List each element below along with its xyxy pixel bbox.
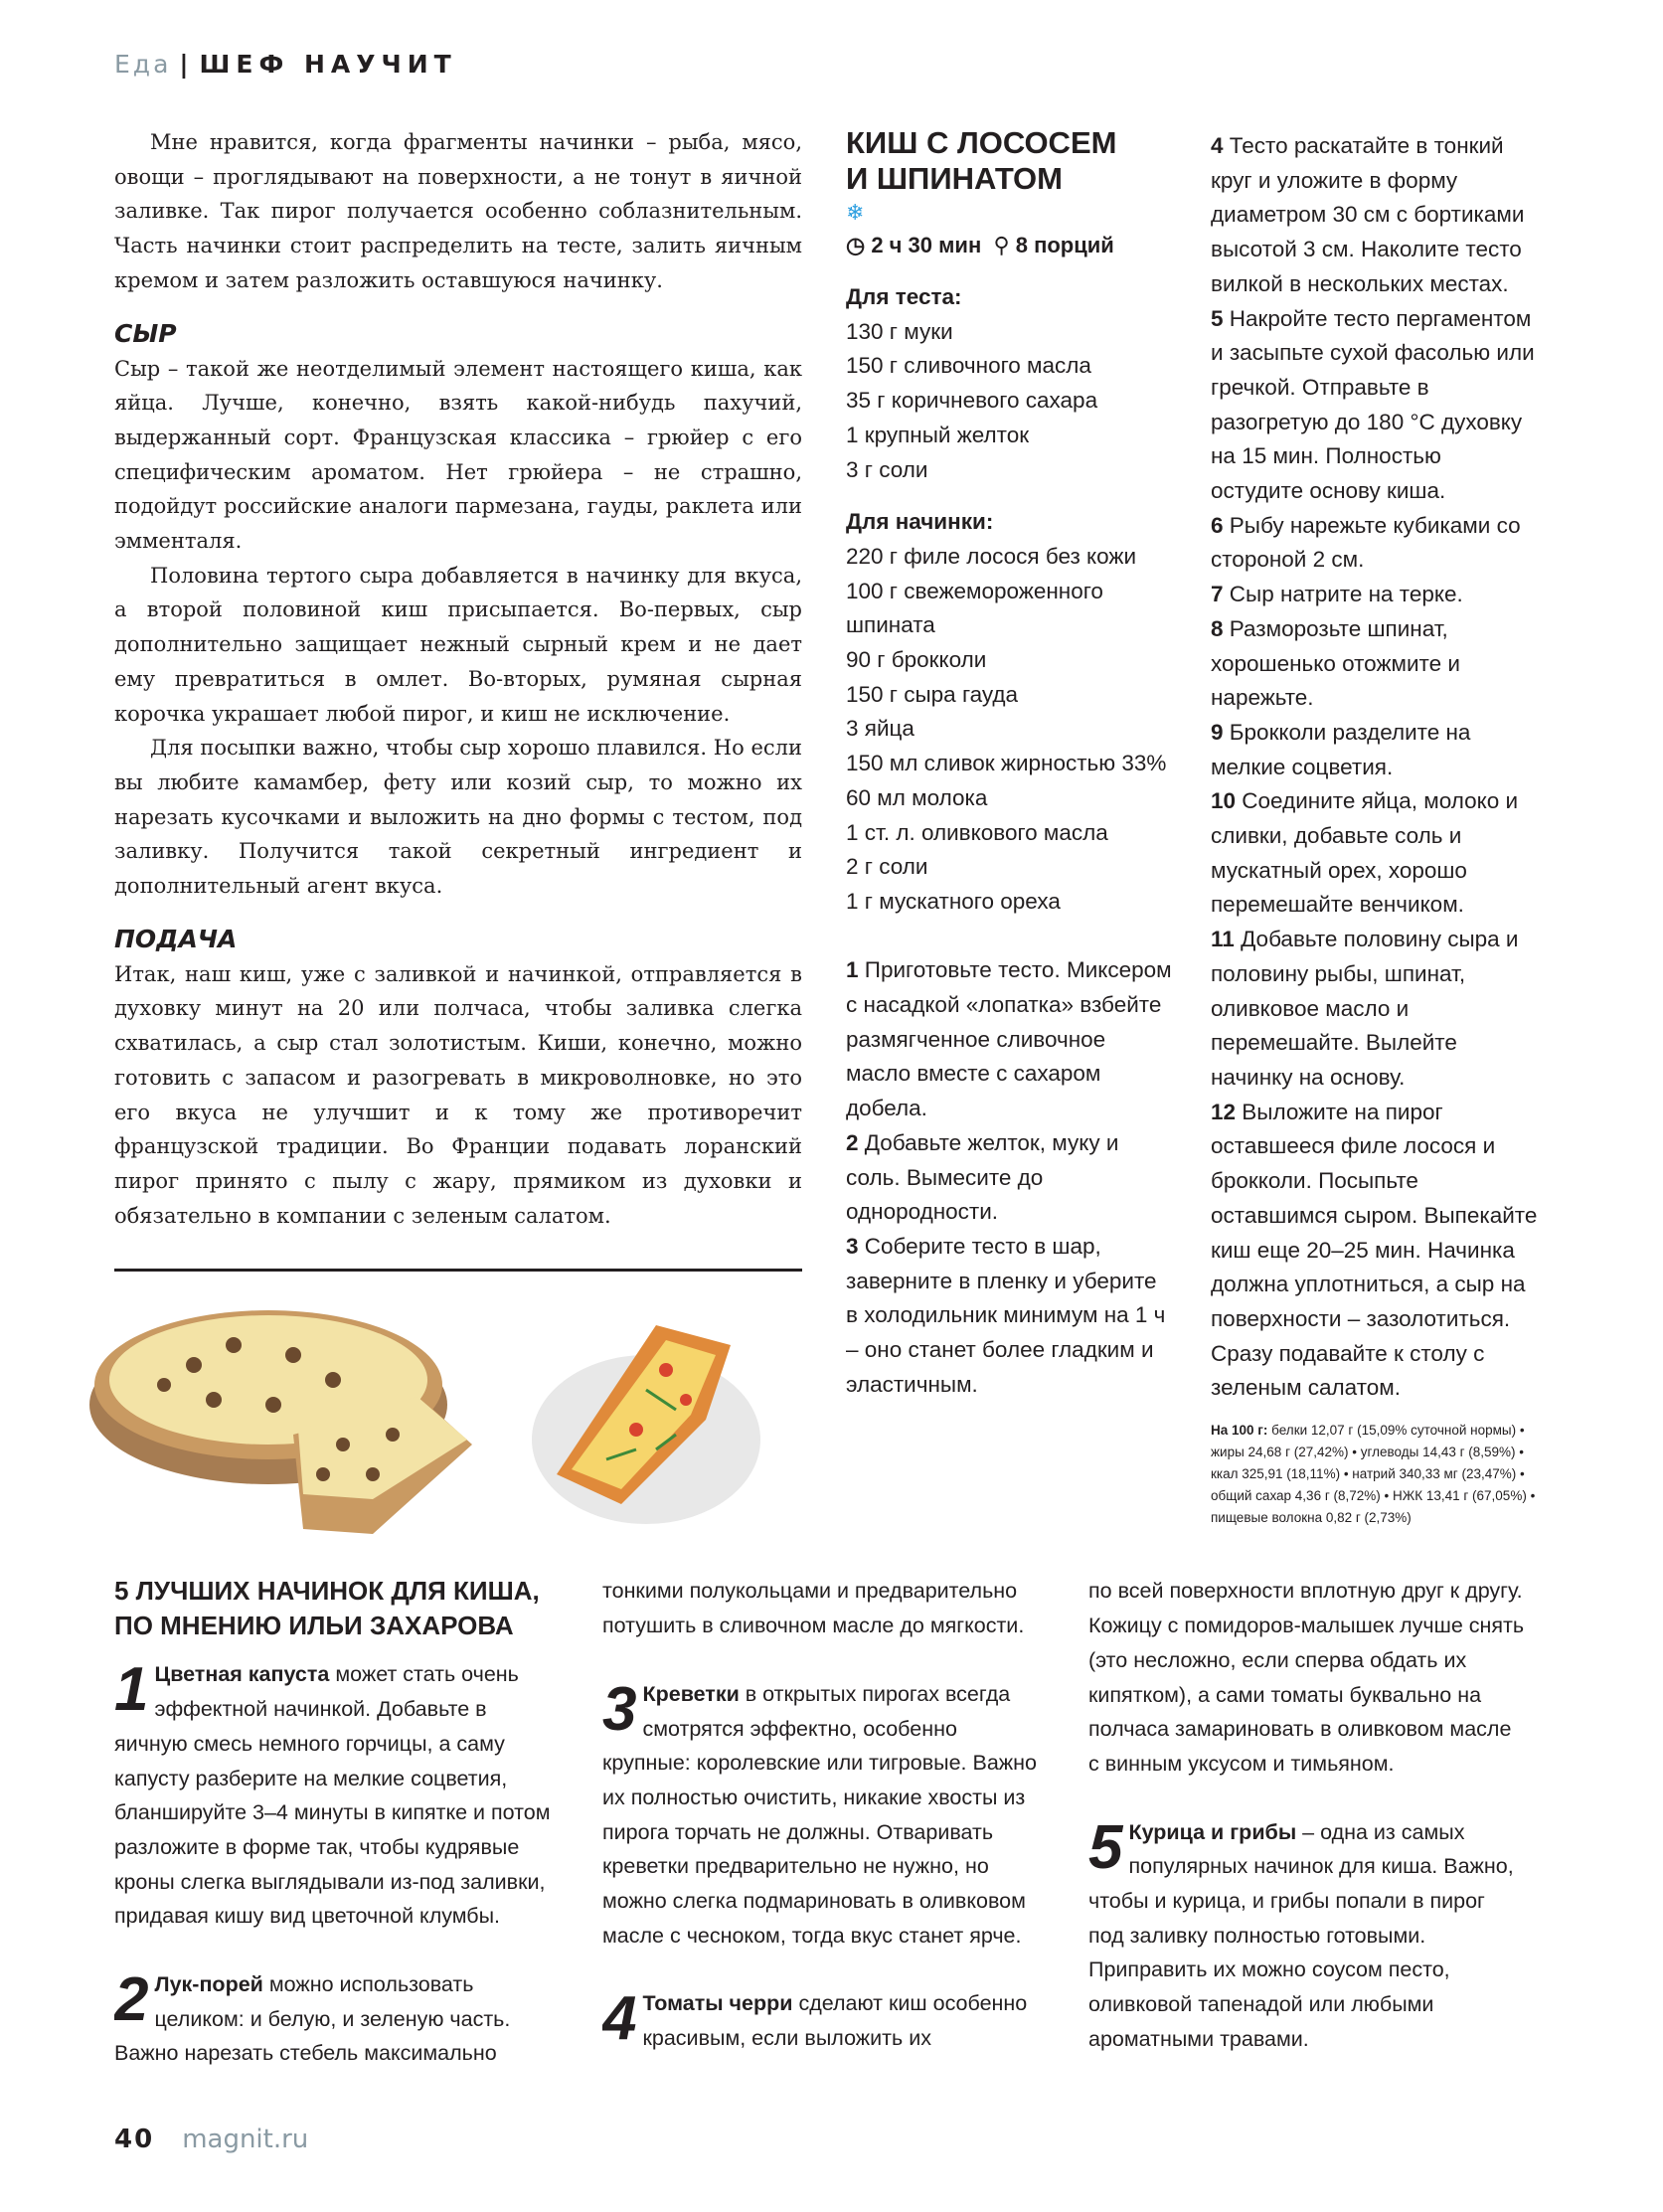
- dough-label: Для теста:: [846, 284, 962, 309]
- quiche-illustration: [75, 1285, 492, 1544]
- ingredient: 3 яйца: [846, 716, 915, 742]
- tip-continued: тонкими полукольцами и предварительно потушить в сливочном масле до мягкости.: [602, 1579, 1025, 1638]
- recipe-meta: [846, 229, 1174, 262]
- nutrition-values: белки 12,07 г (15,09% суточной нормы) • жиры 24,68 г (27,42%) • углеводы 14,43 г (8,59%) • ккал 325,91 (18,11%) • натрий 340,33 мг (23,47%) • общий сахар 4,36 г (8,72%) • НЖК 13,41 г (67,05%) • пищевые волокна 0,82 г (2,73%): [1211, 1423, 1536, 1526]
- ingredient: 1 крупный желток: [846, 422, 1030, 447]
- clock-icon: ◷: [846, 233, 866, 257]
- rubric-label: ШЕФ НАУЧИТ: [199, 50, 457, 79]
- person-icon: ⚲: [993, 233, 1010, 257]
- ingredient: 150 г сыра гауда: [846, 681, 1019, 707]
- site-link[interactable]: magnit.ru: [182, 2125, 309, 2155]
- tip-number: 3: [602, 1676, 637, 1744]
- cook-time: 2 ч 30 мин: [871, 233, 982, 257]
- tip-continued: по всей поверхности вплотную друг к другу. Кожицу с помидоров-малышек лучше снять (это несложно, если сперва обдать их кипятком), а сами томаты буквально на полчаса замариновать в оливковом масле с винным уксусом и тимьяном.: [1088, 1579, 1525, 1776]
- tip-number: 1: [114, 1657, 149, 1725]
- separator: |: [179, 50, 192, 79]
- best-column-1: [114, 1574, 562, 2105]
- filling-tip: [114, 1657, 562, 1934]
- ingredient: 1 ст. л. оливкового масла: [846, 819, 1108, 845]
- page-number: 40: [114, 2125, 155, 2155]
- paragraph: Мне нравится, когда фрагменты начинки – рыба, мясо, овощи – проглядывают на поверхности, а не тонут в яичной заливке. Так пирог получается особенно соблазнительным. Часть начинки стоит распределить на тесте, залить яичным кремом и затем разложить оставшуюся начинку.: [114, 130, 802, 292]
- tip-number: 5: [1088, 1814, 1123, 1882]
- title-line: КИШ С ЛОСОСЕМ: [846, 125, 1117, 160]
- dough-ingredients: [846, 315, 1174, 488]
- best-fillings-title: [114, 1574, 562, 1643]
- step-text: Соберите тесто в шар, заверните в пленку и уберите в холодильник минимум на 1 ч – оно станет более гладким и эластичным.: [846, 1233, 1166, 1397]
- step-text: Накройте тесто пергаментом и засыпьте сухой фасолью или гречкой. Отправьте в разогретую до 180 °C духовку на 15 мин. Полностью остудите основу киша.: [1211, 305, 1535, 504]
- paragraph: Сыр – такой же неотделимый элемент настоящего киша, как яйца. Лучше, конечно, взять какой-нибудь пахучий, выдержанный сорт. Французская классика – грюйер с его специфическим ароматом. Нет грюйера – не страшно, подойдут российские аналоги пармезана, гауды, раклета или эмменталя.: [114, 356, 802, 554]
- ingredient: 90 г брокколи: [846, 647, 987, 673]
- article-area: [114, 125, 802, 1554]
- ingredient: 130 г муки: [846, 318, 953, 344]
- step-number: 12: [1211, 1099, 1237, 1124]
- title-line: И ШПИНАТОМ: [846, 161, 1063, 196]
- tip-heading: Лук-порей: [154, 1972, 263, 1997]
- recipe-column: [846, 125, 1174, 1402]
- step-text: Соедините яйца, молоко и сливки, добавьте соль и мускатный орех, хорошо перемешайте венчиком.: [1211, 788, 1519, 918]
- recipe-step: [1211, 1096, 1539, 1406]
- tip-text: в открытых пирогах всегда смотрятся эффектно, особенно крупные: королевские или тигровые. Важно их полностью очистить, никакие хвосты из пирога торчать не должны. Отваривать креветки предварительно не нужно, но можно слегка подмариновать в оливковом масле с чесноком, тогда вкус станет ярче.: [602, 1681, 1038, 1948]
- tip-number: 4: [602, 1986, 637, 2054]
- recipe-step: [1211, 716, 1539, 784]
- best-column-3: [1088, 1574, 1526, 2090]
- step-text: Сыр натрите на терке.: [1229, 582, 1463, 607]
- step-number: 6: [1211, 512, 1224, 538]
- step-number: 3: [846, 1233, 859, 1259]
- page-header: [114, 50, 1663, 125]
- ingredient: 150 г сливочного масла: [846, 353, 1091, 379]
- servings: 8 порций: [1015, 233, 1114, 257]
- tip-heading: Томаты черри: [642, 1991, 793, 2016]
- heading-serving: ПОДАЧА: [114, 924, 238, 953]
- tip-text: – одна из самых популярных начинок для киша. Важно, чтобы и курица, и грибы попали в пирог под заливку полностью готовыми. Приправить их можно соусом песто, оливковой тапенадой или любыми ароматными травами.: [1088, 1819, 1514, 2051]
- recipe-step: [1211, 302, 1539, 509]
- ingredient: 60 мл молока: [846, 784, 988, 810]
- steps: [1211, 129, 1539, 1406]
- filling-tip: [602, 1986, 1050, 2055]
- steps: [846, 953, 1174, 1402]
- tip-text: можно использовать целиком: и белую, и зеленую часть. Важно нарезать стебель максимально: [114, 1972, 511, 2066]
- nutrition-info: [1211, 1420, 1539, 1529]
- step-number: 9: [1211, 719, 1224, 745]
- tip-heading: Цветная капуста: [154, 1662, 330, 1687]
- tip-heading: Курица и грибы: [1128, 1819, 1297, 1844]
- step-text: Добавьте половину сыра и половину рыбы, шпинат, оливковое масло и перемешайте. Вылейте начинку на основу.: [1211, 927, 1519, 1090]
- paragraph: Итак, наш киш, уже с заливкой и начинкой, отправляется в духовку минут на 20 или полчаса, чтобы заливка слегка схватилась, а сыр стал золотистым. Киши, конечно, можно готовить с запасом и разогревать в микроволновке, но это его вкуса не улучшит и к тому же противоречит французской традиции. Во Франции подавать лоранский пирог принято с пылу с жару, прямиком из духовки и обязательно в компании с зеленым салатом.: [114, 961, 802, 1228]
- recipe-step: [846, 1230, 1174, 1403]
- filling-tip: [1088, 1815, 1526, 2057]
- section-label: Еда: [114, 50, 172, 79]
- step-text: Разморозьте шпинат, хорошенько отожмите и нарежьте.: [1211, 615, 1460, 711]
- quiche-slice-illustration: [527, 1310, 775, 1529]
- step-number: 11: [1211, 927, 1235, 952]
- ingredient: 150 мл сливок жирностью 33%: [846, 751, 1167, 776]
- page-footer: [114, 2125, 1663, 2154]
- step-number: 2: [846, 1129, 859, 1155]
- recipe-step: [1211, 784, 1539, 923]
- step-number: 7: [1211, 582, 1224, 607]
- ingredient: 1 г мускатного ореха: [846, 888, 1061, 914]
- step-text: Выложите на пирог оставшееся филе лосося и брокколи. Посыпьте оставшимся сыром. Выпекайте киш еще 20–25 мин. Начинка должна уплотниться, а сыр на поверхности – зазолотиться. Сразу подавайте к столу с зеленым салатом.: [1211, 1099, 1538, 1401]
- step-text: Брокколи разделите на мелкие соцветия.: [1211, 719, 1471, 779]
- step-text: Добавьте желток, муку и соль. Вымесите до однородности.: [846, 1129, 1119, 1225]
- tip-text: сделают киш особенно красивым, если выложить их: [642, 1991, 1028, 2051]
- title-line: 5 ЛУЧШИХ НАЧИНОК ДЛЯ КИША,: [114, 1576, 540, 1607]
- steps-column: [1211, 125, 1539, 1529]
- ingredient: 3 г соли: [846, 456, 928, 482]
- step-text: Рыбу нарежьте кубиками со стороной 2 см.: [1211, 512, 1521, 573]
- step-number: 10: [1211, 788, 1237, 814]
- tip-text: может стать очень эффектной начинкой. Добавьте в яичную смесь немного горчицы, а саму капусту разберите на мелкие соцветия, бланшируйте 3–4 минуты в кипятке и потом разложите в форме так, чтобы кудрявые кроны слегка выглядывали из-под заливки, придавая кишу вид цветочной клумбы.: [114, 1662, 551, 1929]
- step-number: 5: [1211, 305, 1224, 331]
- ingredient: 100 г свежемороженного шпината: [846, 578, 1103, 638]
- recipe-step: [846, 1126, 1174, 1230]
- divider: [114, 1269, 802, 1272]
- illustrations: [114, 1285, 802, 1554]
- ingredient: 220 г филе лосося без кожи: [846, 543, 1137, 569]
- filling-tip: [114, 1967, 562, 2071]
- tip-heading: Креветки: [642, 1681, 740, 1706]
- recipe-step: [1211, 923, 1539, 1096]
- recipe-title: [846, 125, 1174, 197]
- recipe-step: [1211, 578, 1539, 612]
- recipe-step: [1211, 509, 1539, 578]
- ingredient: 2 г соли: [846, 854, 928, 880]
- step-number: 4: [1211, 133, 1224, 158]
- top-section: [114, 125, 1663, 1554]
- ingredient: 35 г коричневого сахара: [846, 388, 1098, 414]
- nutrition-label: На 100 г:: [1211, 1423, 1268, 1439]
- snowflake-icon: ❄: [846, 200, 865, 225]
- recipe-step: [1211, 129, 1539, 302]
- tip-number: 2: [114, 1967, 149, 2035]
- filling-ingredients: [846, 540, 1174, 920]
- step-text: Тесто раскатайте в тонкий круг и уложите в форму диаметром 30 см с бортиками высотой 3 см. Наколите тесто вилкой в нескольких местах.: [1211, 133, 1525, 296]
- article-column: [114, 125, 802, 1233]
- recipe-step: [1211, 612, 1539, 716]
- best-fillings-section: [114, 1574, 1663, 2105]
- recipe-step: [846, 953, 1174, 1126]
- heading-cheese: СЫР: [114, 318, 177, 348]
- title-line: ПО МНЕНИЮ ИЛЬИ ЗАХАРОВА: [114, 1611, 514, 1641]
- step-number: 1: [846, 957, 859, 983]
- step-text: Приготовьте тесто. Миксером с насадкой «лопатка» взбейте размягченное сливочное масло вместе с сахаром добела.: [846, 957, 1172, 1121]
- paragraph: Половина тертого сыра добавляется в начинку для вкуса, а второй половиной киш присыпается. Во-первых, сыр дополнительно защищает нежный сырный крем и не дает ему превратиться в омлет. Во-вторых, румяная сырная корочка украшает любой пирог, и киш не исключение.: [114, 563, 802, 726]
- best-column-2: [602, 1574, 1050, 2089]
- paragraph: Для посыпки важно, чтобы сыр хорошо плавился. Но если вы любите камамбер, фету или козий сыр, то можно их нарезать кусочками и выложить на дно формы с тестом, под заливку. Получится такой секретный ингредиент и дополнительный агент вкуса.: [114, 736, 802, 899]
- filling-tip: [602, 1677, 1050, 1954]
- step-number: 8: [1211, 615, 1224, 641]
- filling-label: Для начинки:: [846, 509, 994, 535]
